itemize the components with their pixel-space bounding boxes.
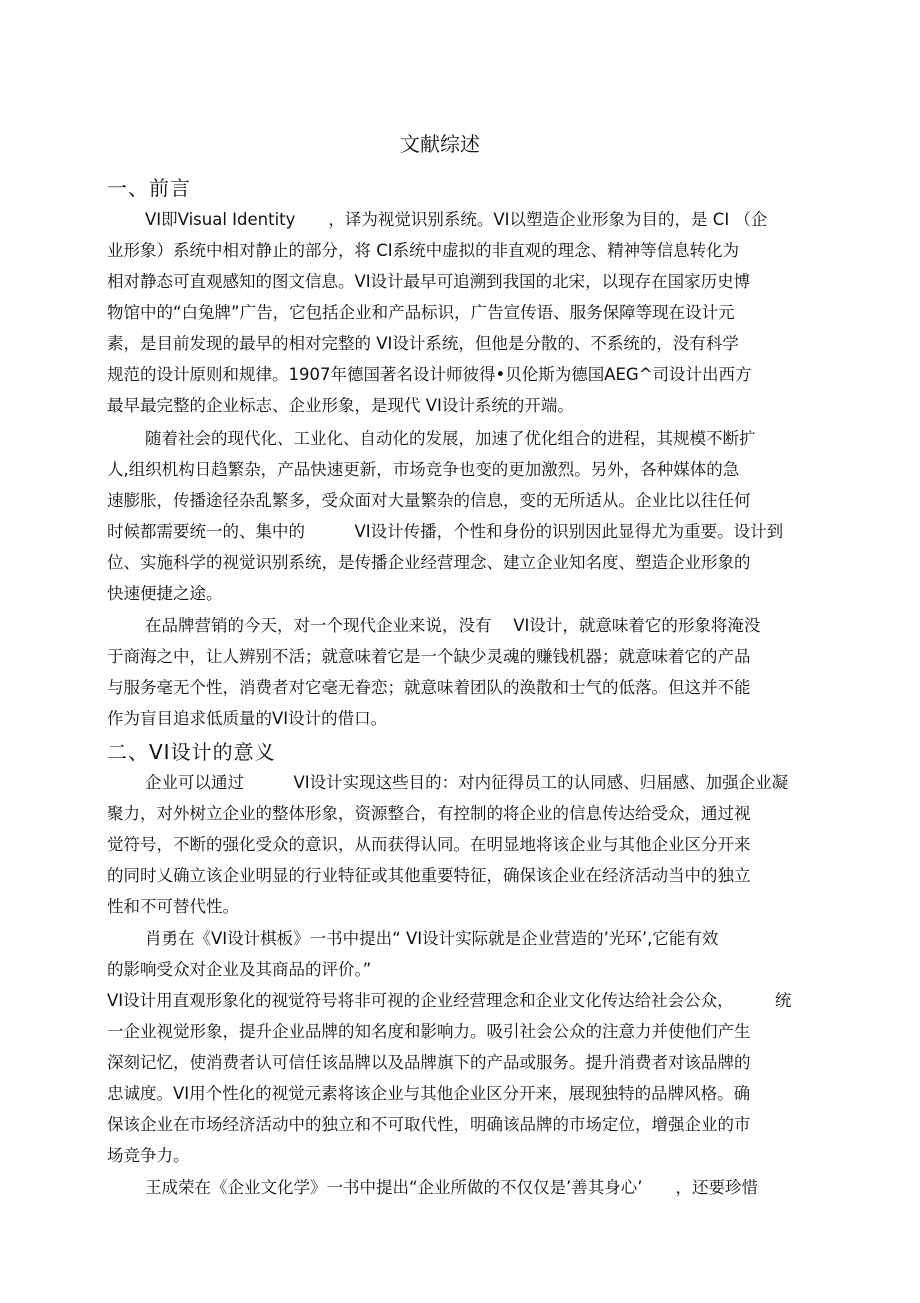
paragraph-line: 最早最完整的企业标志、企业形象，是现代 VI设计系统的开端。 xyxy=(107,396,574,415)
paragraph-line: 随着社会的现代化、工业化、自动化的发展，加速了优化组合的进程，其规模不断扩 xyxy=(145,429,756,448)
paragraph-line: 觉符号，不断的强化受众的意识，从而获得认同。在明显地将该企业与其他企业区分开来 xyxy=(107,835,751,854)
paragraph-line: 快速便捷之途。 xyxy=(107,584,223,603)
paragraph-line: 肖勇在《VI设计棋板》一书中提出“ VI设计实际就是企业营造的’光环’,它能有效 xyxy=(145,929,719,948)
paragraph-line: 的同时乂确立该企业明显的行业特征或其他重要特征，确保该企业在经济活动当中的独立 xyxy=(107,866,751,885)
paragraph-line: 素，是目前发现的最早的相对完整的 VI设计系统，但他是分散的、不系统的，没有科学 xyxy=(107,334,739,353)
paragraph-line: 性和不可替代性。 xyxy=(107,897,239,916)
paragraph-line: VI设计用直观形象化的视觉符号将非可视的企业经营理念和企业文化传达给社会公众， 统 xyxy=(107,991,792,1010)
paragraph-line: 在品牌营销的今天，对一个现代企业来说，没有 VI设计，就意味着它的形象将淹没 xyxy=(145,616,761,635)
paragraph-line: 作为盲目追求低质量的VI设计的借口。 xyxy=(107,709,388,728)
paragraph-line: VI即Visual Identity ，译为视觉识别系统。VI以塑造企业形象为目的，是 CI （企 xyxy=(145,210,768,229)
paragraph-line: 深刻记忆，使消费者认可信任该品牌以及品牌旗下的产品或服务。提升消费者对该品牌的 xyxy=(107,1053,751,1072)
paragraph-line: 规范的设计原则和规律。1907年德国著名设计师彼得•贝伦斯为德国AEG^司设计出西方 xyxy=(107,365,752,384)
paragraph-line: 时候都需要统一的、集中的 VI设计传播，个性和身份的识别因此显得尤为重要。设计到 xyxy=(107,522,784,541)
paragraph-line: 忠诚度。VI用个性化的视觉元素将该企业与其他企业区分开来，展现独特的品牌风格。确 xyxy=(107,1084,751,1103)
section-heading-preface: 一、前言 xyxy=(107,176,191,200)
paragraph-line: 人,组织机构日趋繁杂，产品快速更新，市场竞争也变的更加激烈。另外，各种媒体的急 xyxy=(107,460,740,479)
paragraph-line: 相对静态可直观感知的图文信息。VI设计最早可追溯到我国的北宋，以现存在国家历史博 xyxy=(107,272,751,291)
paragraph-line: 速膨胀，传播途径杂乱繁多，受众面对大量繁杂的信息，变的无所适从。企业比以往任何 xyxy=(107,491,751,510)
paragraph-line: 企业可以通过 VI设计实现这些目的：对内征得员工的认同感、归届感、加强企业凝 xyxy=(145,773,789,792)
paragraph-line: 一企业视觉形象，提升企业品牌的知名度和影响力。吸引社会公众的注意力并使他们产生 xyxy=(107,1022,751,1041)
paragraph-line: 场竞争力。 xyxy=(107,1146,190,1165)
paragraph-line: 于商海之中，让人辨别不活；就意味着它是一个缺少灵魂的赚钱机器；就意味着它的产品 xyxy=(107,647,751,666)
paragraph-line: 王成荣在《企业文化学》一书中提出“企业所做的不仅仅是’善其身心’ ，还要珍惜 xyxy=(145,1178,759,1197)
paragraph-line: 聚力，对外树立企业的整体形象，资源整合，有控制的将企业的信息传达给受众，通过视 xyxy=(107,804,751,823)
document-title: 文献综述 xyxy=(400,132,480,156)
section-heading-significance: 二、VI设计的意义 xyxy=(107,740,276,764)
paragraph-line: 物馆中的“白兔牌”广告，它包括企业和产品标识，广告宣传语、服务保障等现在设计元 xyxy=(107,303,735,322)
paragraph-line: 位、实施科学的视觉识别系统，是传播企业经营理念、建立企业知名度、塑造企业形象的 xyxy=(107,553,751,572)
paragraph-line: 业形象）系统中相对静止的部分，将 CI系统中虚拟的非直观的理念、精神等信息转化为 xyxy=(107,241,740,260)
paragraph-line: 的影响受众对企业及其商品的评价。” xyxy=(107,960,372,979)
paragraph-line: 与服务毫无个性，消费者对它毫无眷恋；就意味着团队的涣散和士气的低落。但这并不能 xyxy=(107,678,751,697)
paragraph-line: 保该企业在市场经济活动中的独立和不可取代性，明确该品牌的市场定位，增强企业的市 xyxy=(107,1115,751,1134)
